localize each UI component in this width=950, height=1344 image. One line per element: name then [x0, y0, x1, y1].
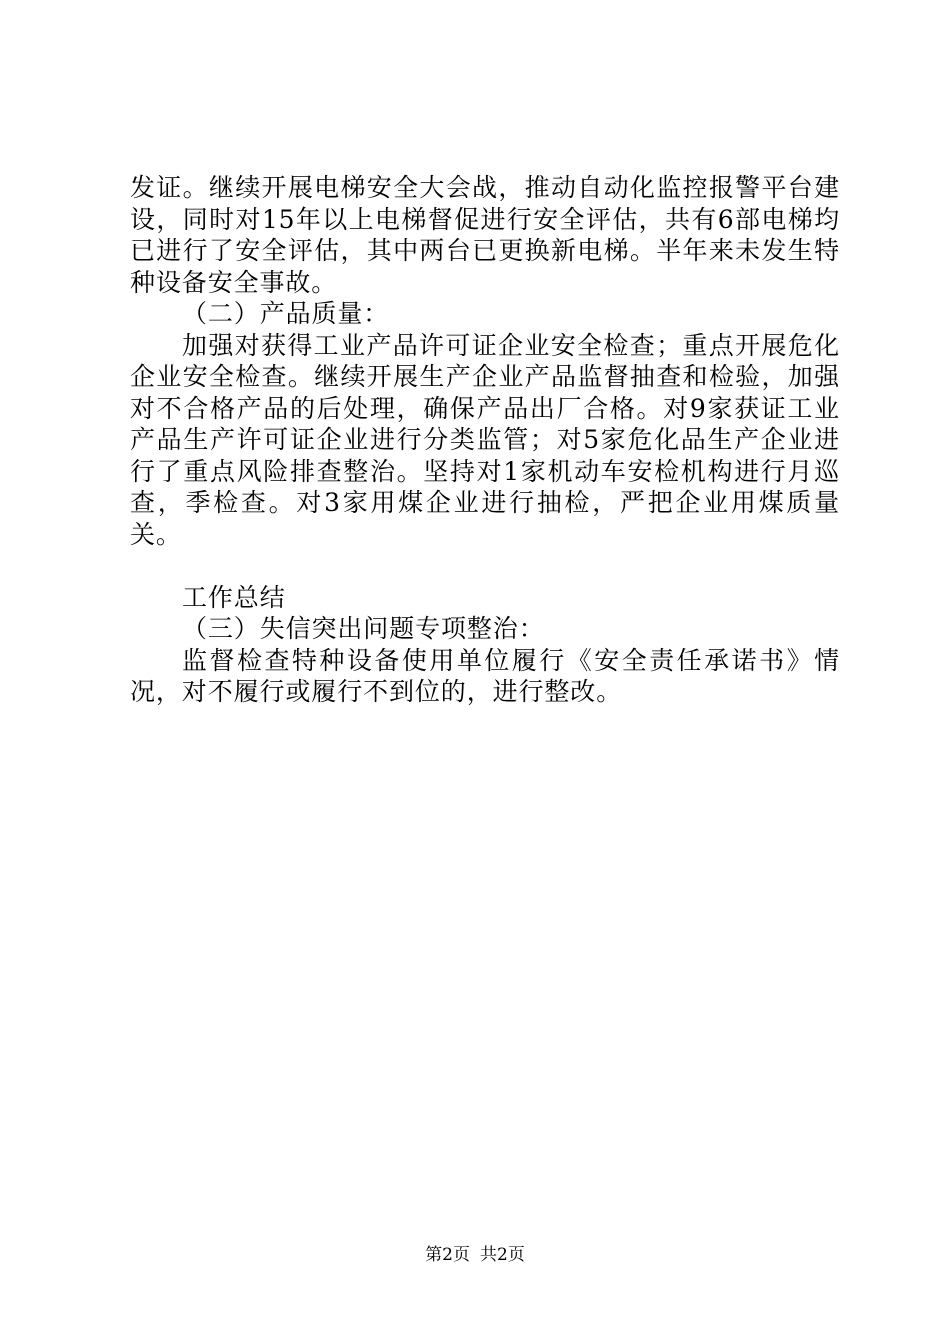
paragraph-spacer — [130, 550, 840, 582]
page-footer — [0, 1244, 950, 1266]
page-number: 第2页 — [425, 1245, 470, 1265]
paragraph-credit-rectification: 监督检查特种设备使用单位履行《安全责任承诺书》情况，对不履行或履行不到位的，进行整改。 — [130, 645, 840, 706]
section-heading-product-quality: （二）产品质量： — [182, 299, 390, 328]
document-body — [130, 172, 840, 708]
paragraph-product-quality: 加强对获得工业产品许可证企业安全检查；重点开展危化企业安全检查。继续开展生产企业产品监督抽查和检验，加强对不合格产品的后处理，确保产品出厂合格。对9家获证工业产品生产许可证企业进行分类监管；对5家危化品生产企业进行了重点风险排查整治。坚持对1家机动车安检机构进行月巡查，季检查。对3家用煤企业进行抽检，严把企业用煤质量关。 — [130, 330, 840, 549]
paragraph-work-summary: 工作总结 — [182, 582, 286, 612]
paragraph-elevator-safety: 发证。继续开展电梯安全大会战，推动自动化监控报警平台建设，同时对15年以上电梯督促进行安全评估，共有6部电梯均已进行了安全评估，其中两台已更换新电梯。半年来未发生特种设备安全事故。 — [130, 173, 840, 297]
page-total: 共2页 — [480, 1245, 525, 1265]
section-heading-credit-rectification: （三）失信突出问题专项整治： — [182, 614, 545, 643]
